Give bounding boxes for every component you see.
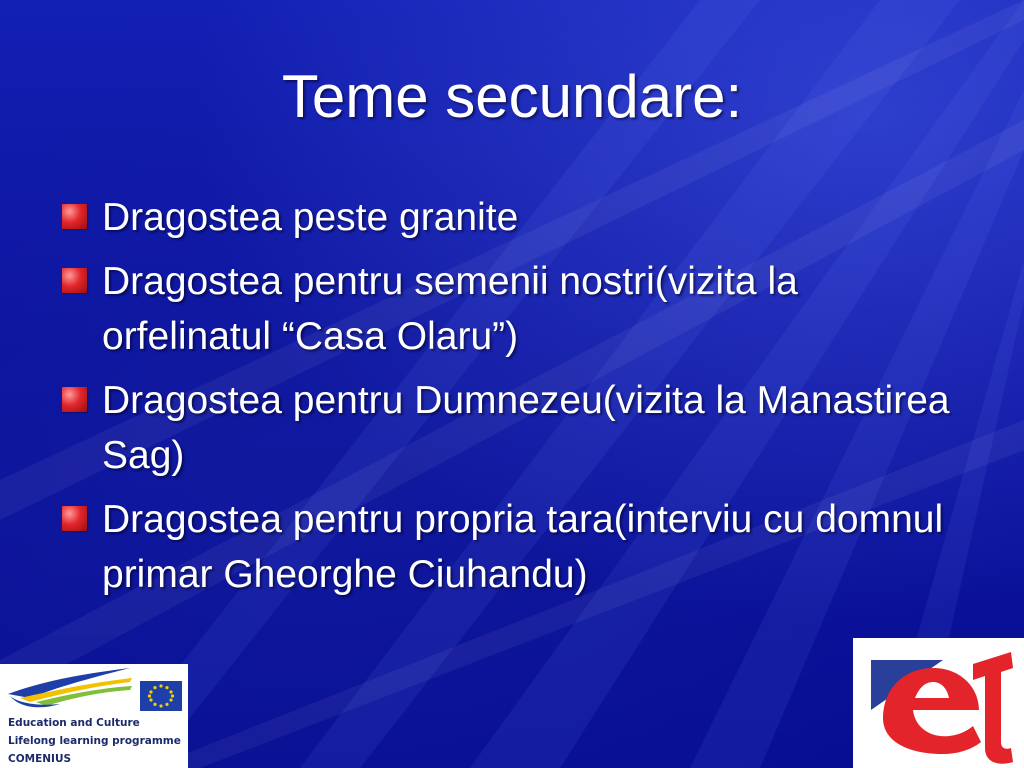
square-bullet-icon bbox=[62, 506, 87, 531]
bullet-text: Dragostea peste granite bbox=[102, 196, 519, 239]
eu-logo-line-2: Lifelong learning programme bbox=[8, 735, 181, 747]
bullet-text: Dragostea pentru Dumnezeu(vizita la Manastirea Sag) bbox=[102, 379, 950, 477]
eu-swoosh-icon bbox=[0, 664, 188, 724]
bullet-item bbox=[62, 190, 962, 245]
bullet-item bbox=[62, 254, 962, 364]
et-logo-icon bbox=[853, 638, 1024, 768]
bullet-item bbox=[62, 492, 962, 602]
slide-title: Teme secundare: bbox=[281, 63, 743, 130]
square-bullet-icon bbox=[62, 387, 87, 412]
square-bullet-icon bbox=[62, 268, 87, 293]
bullet-item bbox=[62, 373, 962, 483]
bullet-text: Dragostea pentru propria tara(interviu cu domnul primar Gheorghe Ciuhandu) bbox=[102, 498, 944, 596]
square-bullet-icon bbox=[62, 204, 87, 229]
bullet-list bbox=[62, 190, 962, 611]
bullet-text: Dragostea pentru semenii nostri(vizita la orfelinatul “Casa Olaru”) bbox=[102, 260, 798, 358]
et-logo bbox=[853, 638, 1024, 768]
eu-logo-line-1: Education and Culture bbox=[8, 717, 140, 729]
eu-logo-line-3: COMENIUS bbox=[8, 753, 72, 765]
eu-lifelong-learning-logo bbox=[0, 664, 188, 768]
